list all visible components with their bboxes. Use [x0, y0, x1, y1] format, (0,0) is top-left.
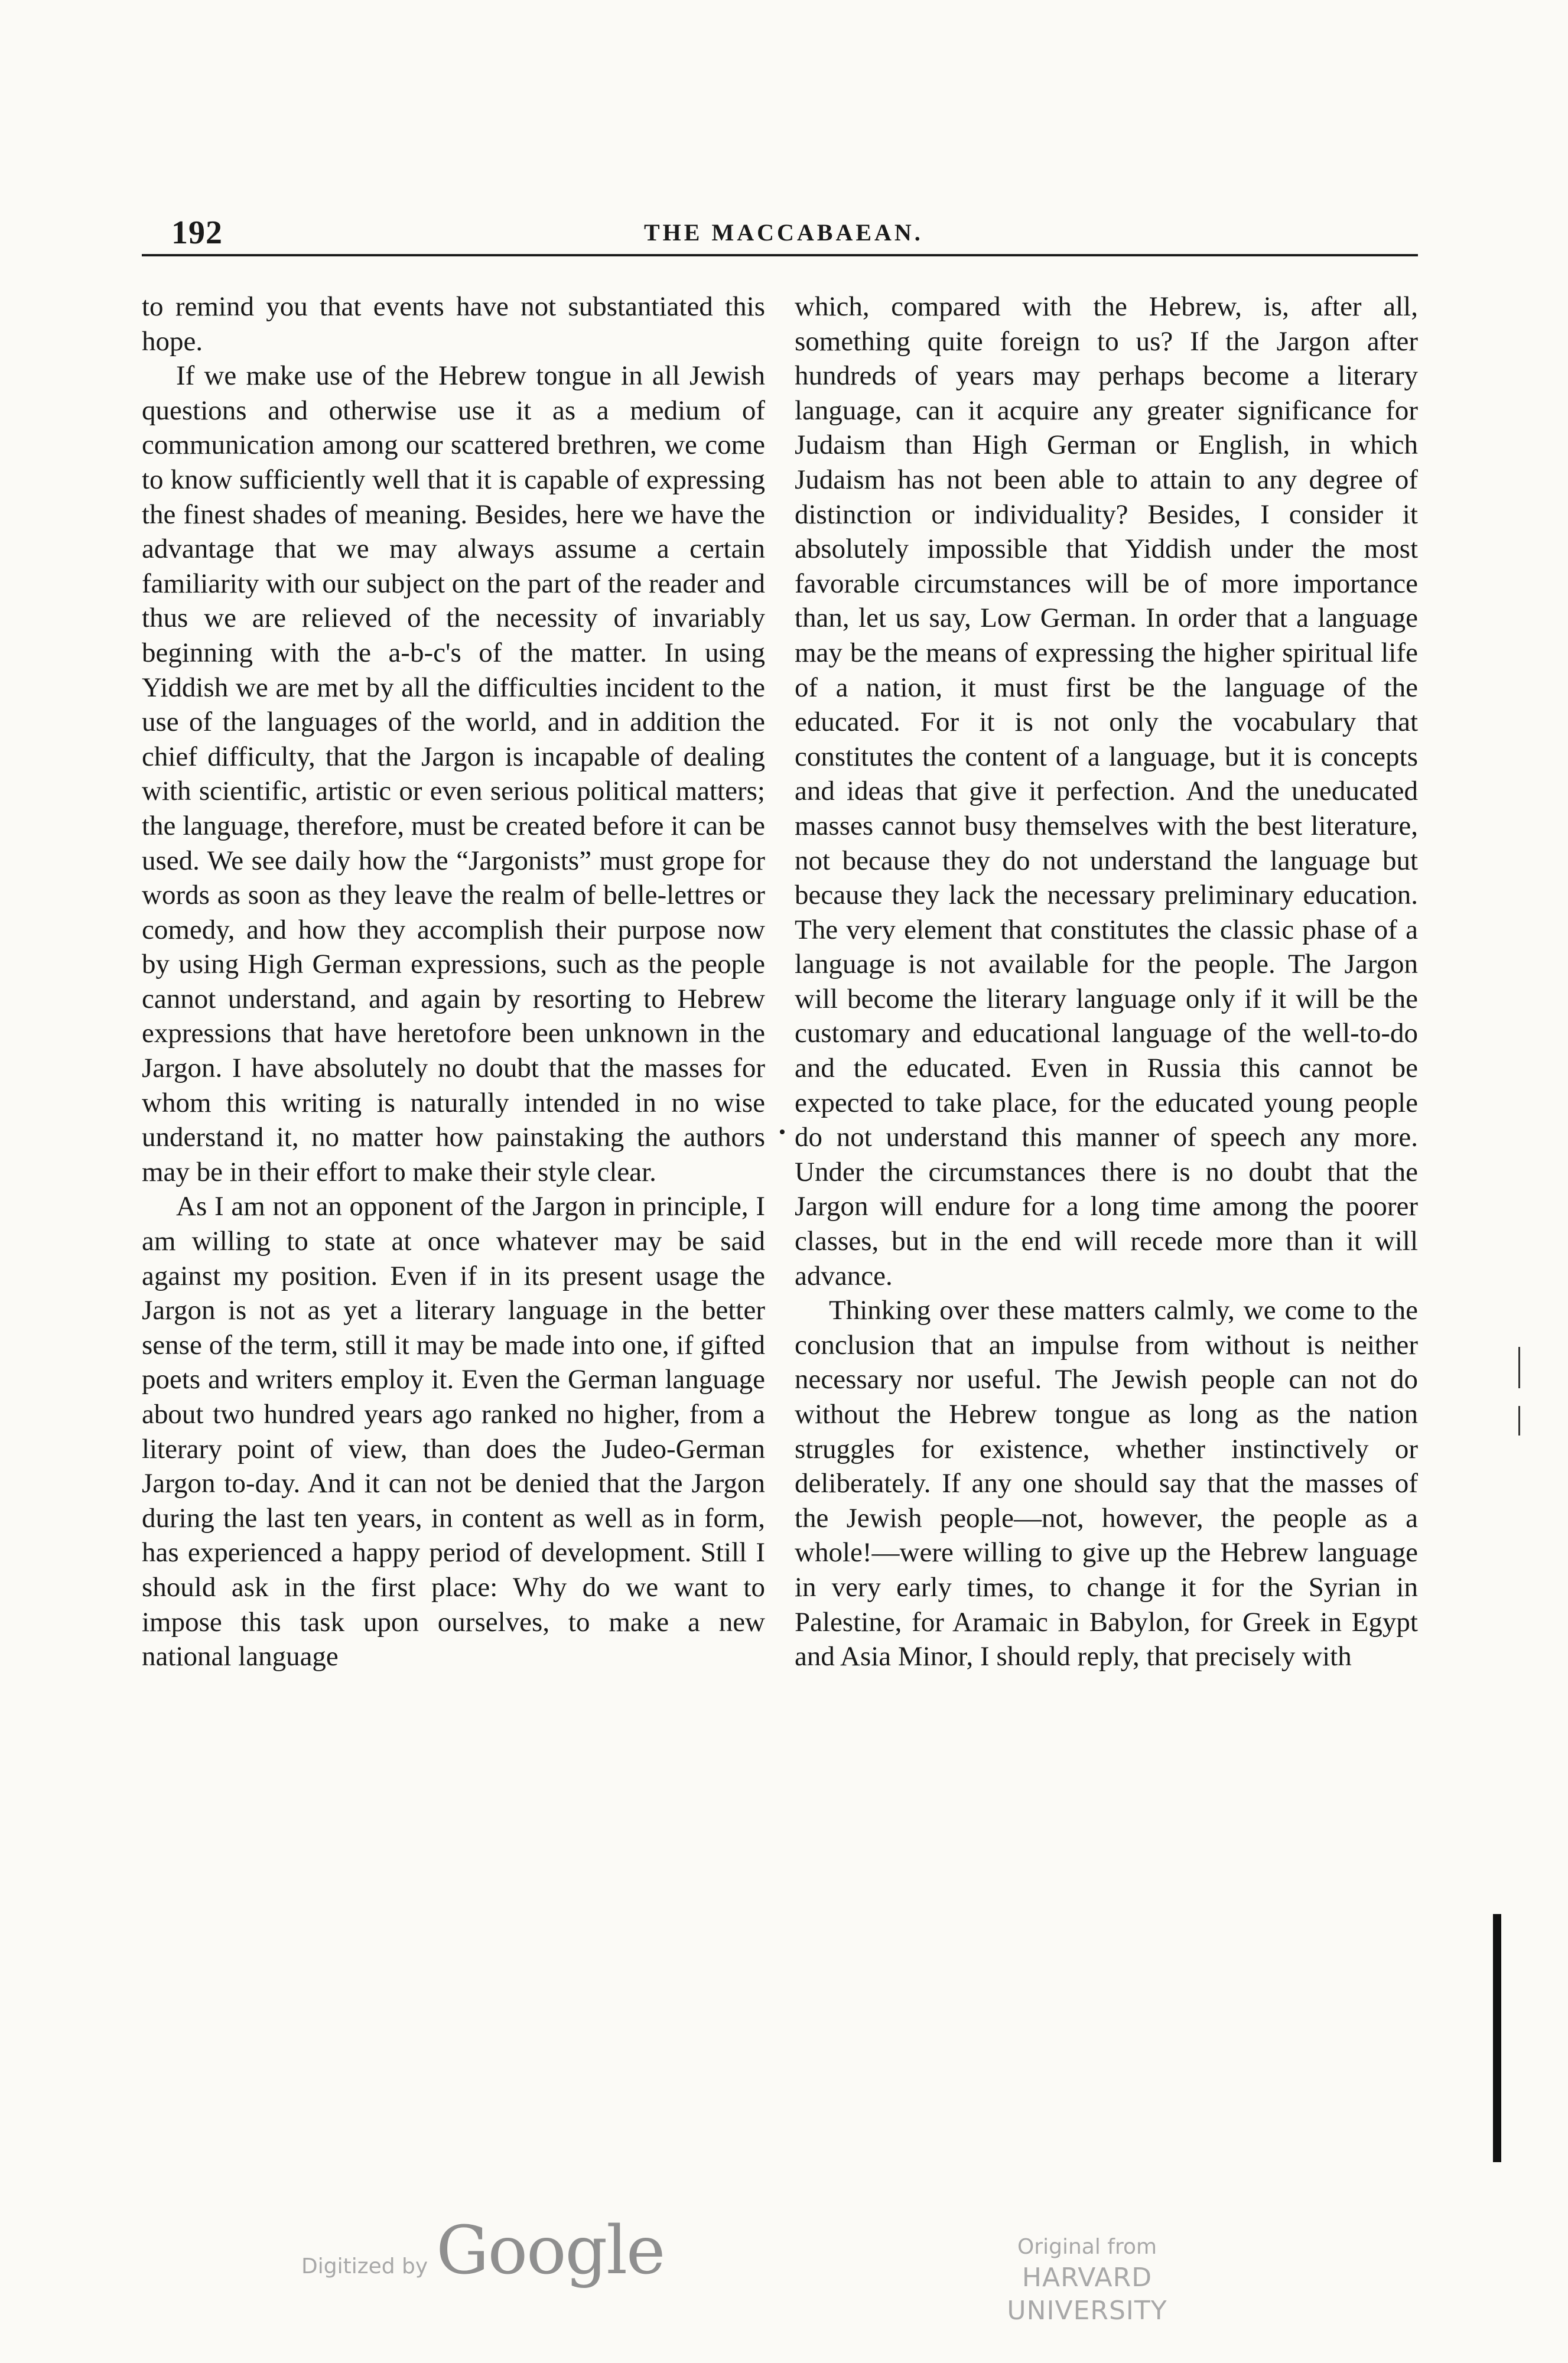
column-gutter-dot	[780, 1130, 785, 1134]
right-column	[795, 289, 1418, 2085]
left-column	[142, 289, 765, 2085]
left-paragraph-1: to remind you that events have not substantiated this hope.	[142, 291, 765, 357]
page-number: 192	[171, 214, 223, 251]
right-paragraph-2: Thinking over these matters calmly, we come to the conclusion that an impulse from without is neither necessary nor useful. The Jewish people can not do without the Hebrew tongue as long as the nation struggles for existence, whether instinctively or deliberately. If any one should say that the masses of the Jewish people—not, however, the people as a whole!—were willing to give up the Hebrew language in very early times, to change it for the Syrian in Palestine, for Aramaic in Babylon, for Greek in Egypt and Asia Minor, I should reply, that precisely with	[795, 1295, 1418, 1672]
running-title: THE MACCABAEAN.	[644, 219, 923, 246]
original-from-text: Original from	[1017, 2235, 1157, 2259]
digitized-by-text: Digitized by	[301, 2254, 428, 2279]
google-logo: Google	[436, 2212, 665, 2289]
header-rule	[142, 254, 1418, 256]
digitized-by-watermark	[301, 2212, 664, 2289]
scan-edge-tick	[1518, 1406, 1520, 1436]
left-paragraph-2: If we make use of the Hebrew tongue in all Jewish questions and otherwise use it as a medium of communication among our scattered brethren, we come to know sufficiently well that it is capable of expressing the finest shades of meaning. Besides, here we have the advantage that we may always assume a certain familiarity with our subject on the part of the reader and thus we are relieved of the necessity of invariably beginning with the a-b-c's of the matter. In using Yiddish we are met by all the difficulties incident to the use of the languages of the world, and in addition the chief difficulty, that the Jargon is incapable of dealing with scientific, artistic or even serious political matters; the language, therefore, must be created before it can be used. We see daily how the “Jargonists” must grope for words as soon as they leave the realm of belle-lettres or comedy, and how they accomplish their purpose now by using High German expressions, such as the people cannot understand, and again by resorting to Hebrew expressions that have heretofore been unknown in the Jargon. I have absolutely no doubt that the masses for whom this writing is naturally intended in no wise understand it, no matter how painstaking the authors may be in their effort to make their style clear.	[142, 360, 765, 1187]
left-paragraph-3: As I am not an opponent of the Jargon in principle, I am willing to state at once whatever may be said against my position. Even if in its present usage the Jargon is not as yet a literary language in the better sense of the term, still it may be made into one, if gifted poets and writers employ it. Even the German language about two hundred years ago ranked no higher, from a literary point of view, than does the Judeo-German Jargon to-day. And it can not be denied that the Jargon during the last ten years, in content as well as in form, has experienced a happy period of development. Still I should ask in the first place: Why do we want to impose this task upon ourselves, to make a new national language	[142, 1191, 765, 1672]
right-paragraph-1: which, compared with the Hebrew, is, after all, something quite foreign to us? If the Jargon after hundreds of years may perhaps become a literary language, can it acquire any greater significance for Judaism than High German or English, in which Judaism has not been able to attain to any degree of distinction or individuality? Besides, I consider it absolutely impossible that Yiddish under the most favorable circumstances will be of more importance than, let us say, Low German. In order that a language may be the means of expressing the higher spiritual life of a nation, it must first be the language of the educated. For it is not only the vocabulary that constitutes the content of a language, but it is concepts and ideas that give it perfection. And the uneducated masses cannot busy themselves with the best literature, not because they do not understand the language but because they lack the necessary preliminary education. The very element that constitutes the classic phase of a language is not available for the people. The Jargon will become the literary language only if it will be the customary and educational language of the well-to-do and the educated. Even in Russia this cannot be expected to take place, for the educated young people do not understand this manner of speech any more. Under the circumstances there is no doubt that the Jargon will endure for a long time among the poorer classes, but in the end will recede more than it will advance.	[795, 291, 1418, 1291]
scan-edge-tick	[1518, 1347, 1520, 1388]
scan-edge-mark	[1493, 1914, 1501, 2162]
harvard-university-text: HARVARD UNIVERSITY	[1007, 2263, 1167, 2326]
original-from-watermark	[939, 2233, 1235, 2328]
